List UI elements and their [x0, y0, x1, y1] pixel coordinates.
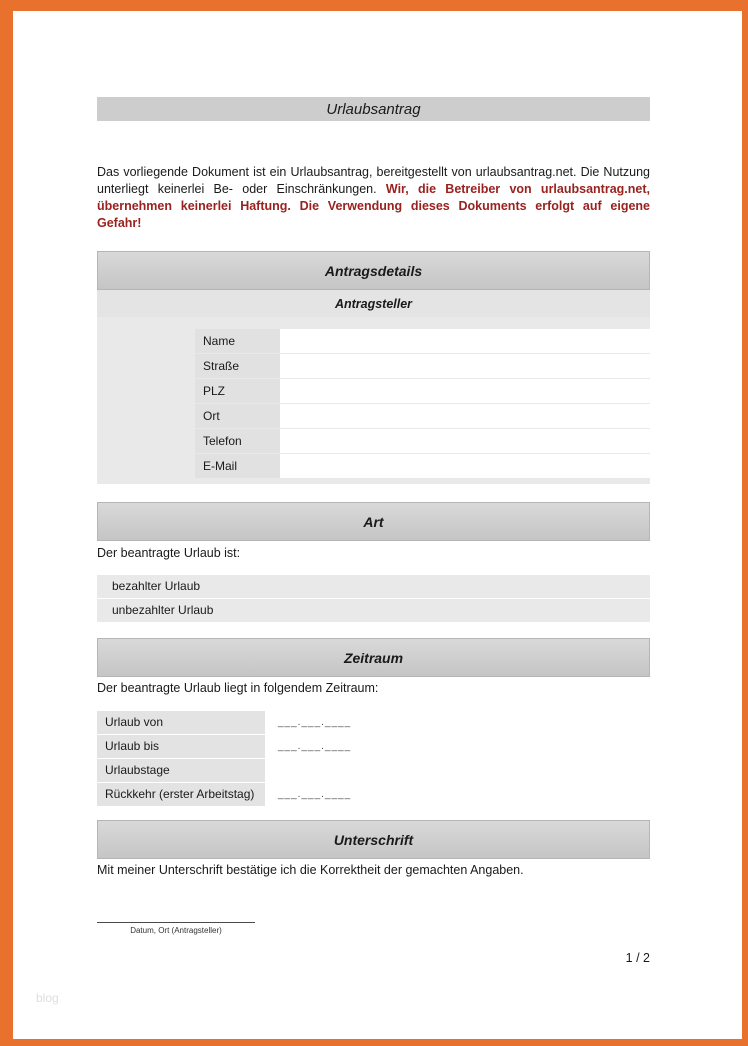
date-input-urlaub-von[interactable]: ___.___.____	[278, 717, 352, 728]
orange-frame-top	[0, 0, 748, 11]
unterschrift-intro-text: Mit meiner Unterschrift bestätige ich die Korrektheit der gemachten Angaben.	[97, 863, 524, 877]
form-field-row	[195, 354, 650, 378]
watermark: blog	[36, 991, 59, 1005]
orange-frame-left	[0, 0, 13, 1046]
field-input-telefon[interactable]	[280, 429, 650, 453]
date-label-rueckkehr: Rückkehr (erster Arbeitstag)	[97, 783, 265, 806]
vacation-type-options	[97, 575, 650, 622]
section-header-art	[97, 502, 650, 541]
field-input-strasse[interactable]	[280, 354, 650, 378]
orange-frame-right	[742, 0, 748, 1046]
section-title: Antragsdetails	[324, 262, 423, 279]
form-field-row	[195, 404, 650, 428]
option-label: unbezahlter Urlaub	[112, 603, 214, 617]
form-field-row	[195, 379, 650, 403]
field-input-email[interactable]	[280, 454, 650, 478]
section-title: Zeitraum	[343, 649, 404, 666]
zeitraum-intro-text: Der beantragte Urlaub liegt in folgendem Zeitraum:	[97, 681, 379, 695]
option-bezahlter-urlaub[interactable]	[97, 575, 650, 598]
date-label-urlaubstage: Urlaubstage	[97, 759, 265, 782]
field-label-email: E-Mail	[195, 454, 280, 478]
form-field-row	[195, 329, 650, 353]
date-input-rueckkehr[interactable]: ___.___.____	[278, 789, 352, 800]
document-title-bar	[97, 97, 650, 121]
field-label-strasse: Straße	[195, 354, 280, 378]
date-label-urlaub-bis: Urlaub bis	[97, 735, 265, 758]
field-label-ort: Ort	[195, 404, 280, 428]
date-field-row	[97, 783, 650, 806]
field-input-name[interactable]	[280, 329, 650, 353]
art-intro-text: Der beantragte Urlaub ist:	[97, 546, 241, 560]
signature-line	[97, 922, 255, 923]
intro-warning-text: Wir, die Betreiber von urlaubsantrag.net, übernehmen keinerlei Haftung. Die Verwendung dieses Dokuments erfolgt auf eigene Gefahr!	[97, 182, 650, 230]
form-field-row	[195, 454, 650, 478]
field-label-name: Name	[195, 329, 280, 353]
field-input-ort[interactable]	[280, 404, 650, 428]
date-label-urlaub-von: Urlaub von	[97, 711, 265, 734]
date-field-row	[97, 711, 650, 734]
date-input-urlaubstage[interactable]	[265, 759, 650, 782]
subsection-title: Antragsteller	[334, 296, 413, 311]
intro-text: Das vorliegende Dokument ist ein Urlaubsantrag, bereitgestellt von urlaubsantrag.net. Die Nutzung unterliegt keinerlei Be- oder Einschränkungen.	[97, 165, 650, 196]
applicant-details-block	[97, 317, 650, 484]
intro-paragraph	[97, 164, 650, 232]
signature-area	[97, 922, 255, 935]
form-field-row	[195, 429, 650, 453]
date-field-row	[97, 759, 650, 782]
field-input-plz[interactable]	[280, 379, 650, 403]
document-page	[97, 0, 650, 965]
field-label-plz: PLZ	[195, 379, 280, 403]
zeitraum-table	[97, 711, 650, 806]
signature-caption: Datum, Ort (Antragsteller)	[130, 926, 222, 935]
section-title: Art	[363, 513, 384, 530]
date-input-urlaub-bis[interactable]: ___.___.____	[278, 741, 352, 752]
section-header-zeitraum	[97, 638, 650, 677]
section-header-antragsdetails	[97, 251, 650, 290]
subsection-header-antragsteller	[97, 290, 650, 317]
section-header-unterschrift	[97, 820, 650, 859]
field-label-telefon: Telefon	[195, 429, 280, 453]
option-label: bezahlter Urlaub	[112, 579, 201, 593]
option-unbezahlter-urlaub[interactable]	[97, 599, 650, 622]
orange-frame-bottom	[0, 1039, 748, 1046]
date-field-row	[97, 735, 650, 758]
section-title: Unterschrift	[333, 831, 414, 848]
document-title: Urlaubsantrag	[326, 100, 421, 118]
page-number: 1 / 2	[625, 951, 650, 965]
